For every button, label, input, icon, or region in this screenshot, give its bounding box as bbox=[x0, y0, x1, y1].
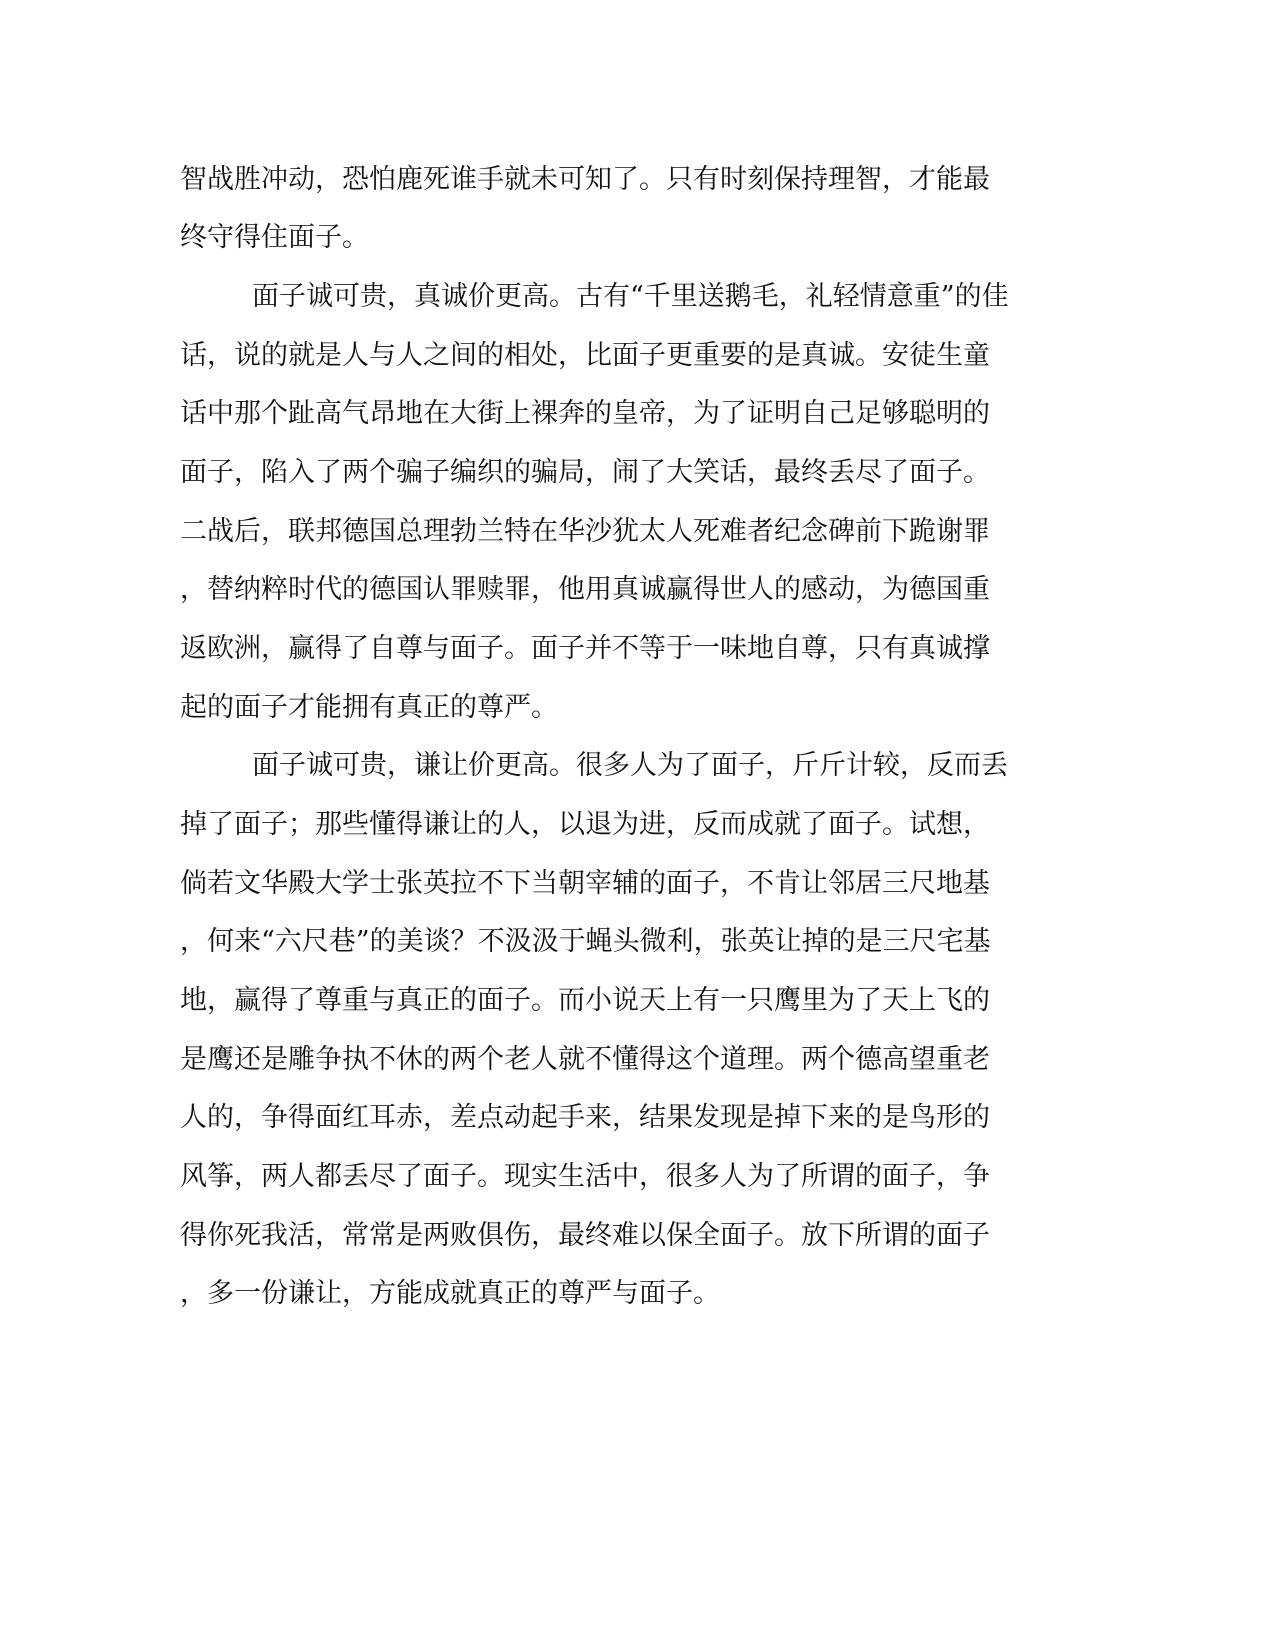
text-line-3: 面子诚可贵，真诚价更高。古有“千里送鹅毛，礼轻情意重”的佳 bbox=[252, 281, 1009, 312]
text-line-15: 地，赢得了尊重与真正的面子。而小说天上有一只鹰里为了天上飞的 bbox=[180, 985, 990, 1016]
text-line-12: 掉了面子；那些懂得谦让的人，以退为进，反而成就了面子。试想， bbox=[180, 809, 990, 840]
text-line-7: 二战后，联邦德国总理勃兰特在华沙犹太人死难者纪念碑前下跪谢罪 bbox=[180, 516, 990, 547]
text-line-10: 起的面子才能拥有真正的尊严。 bbox=[180, 692, 558, 723]
text-line-17: 人的，争得面红耳赤，差点动起手来，结果发现是掉下来的是鸟形的 bbox=[180, 1102, 990, 1133]
text-line-20: ，多一份谦让，方能成就真正的尊严与面子。 bbox=[180, 1278, 720, 1309]
text-line-4: 话，说的就是人与人之间的相处，比面子更重要的是真诚。安徒生童 bbox=[180, 340, 990, 371]
text-line-9: 返欧洲，赢得了自尊与面子。面子并不等于一味地自尊，只有真诚撑 bbox=[180, 633, 990, 664]
text-line-5: 话中那个趾高气昂地在大街上裸奔的皇帝，为了证明自己足够聪明的 bbox=[180, 398, 990, 429]
text-line-8: ，替纳粹时代的德国认罪赎罪，他用真诚赢得世人的感动，为德国重 bbox=[180, 574, 990, 605]
text-line-2: 终守得住面子。 bbox=[180, 222, 369, 253]
text-line-16: 是鹰还是雕争执不休的两个老人就不懂得这个道理。两个德高望重老 bbox=[180, 1044, 990, 1075]
text-line-13: 倘若文华殿大学士张英拉不下当朝宰辅的面子，不肯让邻居三尺地基 bbox=[180, 868, 990, 899]
text-line-14: ，何来“六尺巷”的美谈？不汲汲于蝇头微利，张英让掉的是三尺宅基 bbox=[180, 926, 991, 957]
text-line-19: 得你死我活，常常是两败俱伤，最终难以保全面子。放下所谓的面子 bbox=[180, 1220, 990, 1251]
text-line-6: 面子，陷入了两个骗子编织的骗局，闹了大笑话，最终丢尽了面子。 bbox=[180, 457, 990, 488]
text-line-1: 智战胜冲动，恐怕鹿死谁手就未可知了。只有时刻保持理智，才能最 bbox=[180, 164, 990, 195]
text-line-11: 面子诚可贵，谦让价更高。很多人为了面子，斤斤计较，反而丢 bbox=[252, 750, 1008, 781]
text-line-18: 风筝，两人都丢尽了面子。现实生活中，很多人为了所谓的面子，争 bbox=[180, 1161, 990, 1192]
